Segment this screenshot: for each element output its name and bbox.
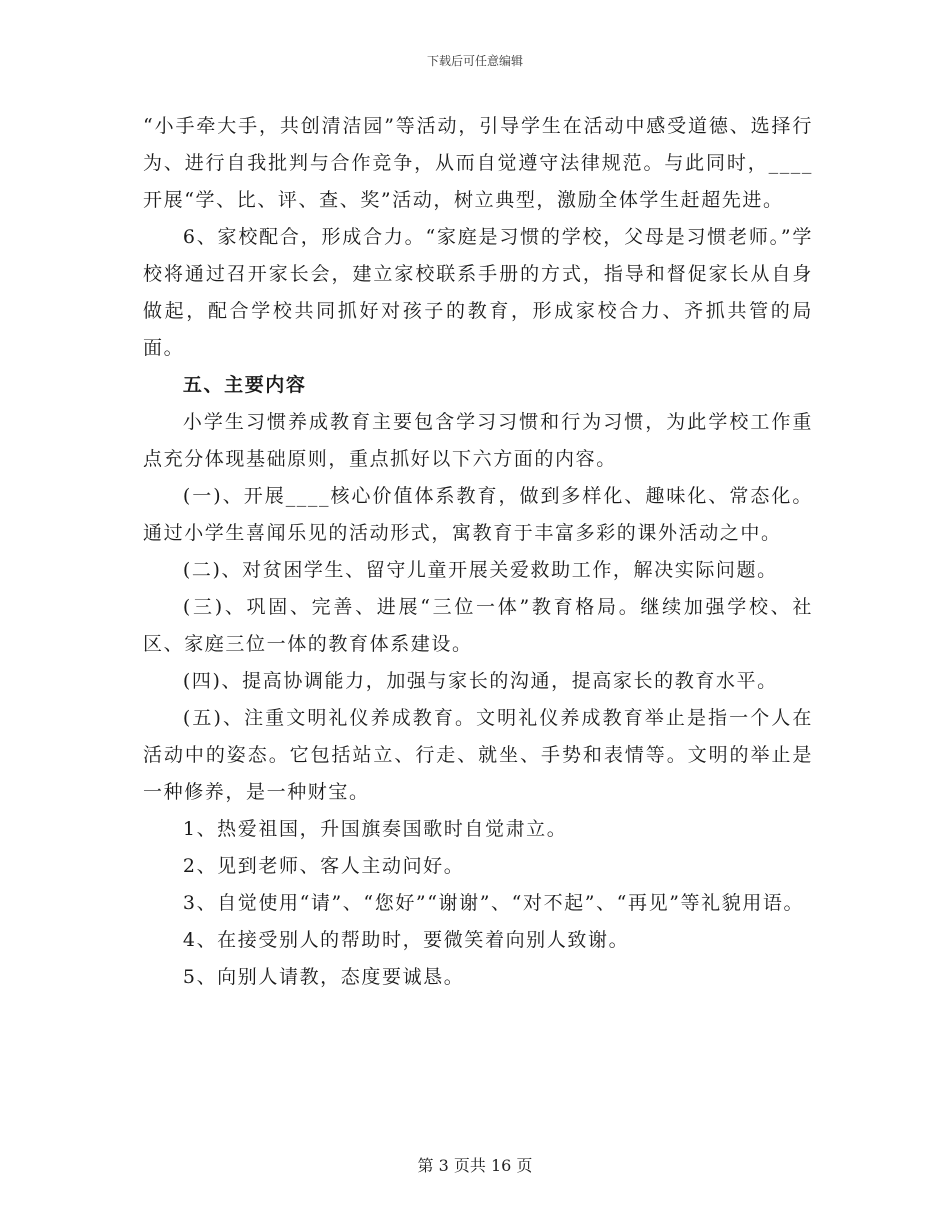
paragraph-intro: 小学生习惯养成教育主要包含学习习惯和行为习惯，为此学校工作重点充分体现基础原则，重点抓好以下六方面的内容。 <box>143 411 813 470</box>
list-item-4: 4、在接受别人的帮助时，要微笑着向别人致谢。 <box>182 929 630 951</box>
section-heading: 五、主要内容 <box>182 374 307 396</box>
paragraph-item-2: (二)、对贫困学生、留守儿童开展关爱救助工作，解决实际问题。 <box>182 559 778 581</box>
list-item-1: 1、热爱祖国，升国旗奏国歌时自觉肃立。 <box>182 818 568 840</box>
paragraph-activities: “小手牵大手，共创清洁园”等活动，引导学生在活动中感受道德、选择行为、进行自我批判与合作竞争，从而自觉遵守法律规范。与此同时，____开展“学、比、评、查、奖”活动，树立典型，激励全体学生赶超先进。 <box>143 115 813 211</box>
paragraph-item-1: (一)、开展____核心价值体系教育，做到多样化、趣味化、常态化。通过小学生喜闻乐见的活动形式，寓教育于丰富多彩的课外活动之中。 <box>143 485 813 544</box>
page-footer: 第 3 页共 16 页 <box>417 1156 533 1175</box>
page-header: 下载后可任意编辑 <box>426 54 523 68</box>
paragraph-item-5: (五)、注重文明礼仪养成教育。文明礼仪养成教育举止是指一个人在活动中的姿态。它包括站立、行走、就坐、手势和表情等。文明的举止是一种修养，是一种财宝。 <box>143 707 813 803</box>
paragraph-home-school: 6、家校配合，形成合力。“家庭是习惯的学校，父母是习惯老师。”学校将通过召开家长会，建立家校联系手册的方式，指导和督促家长从自身做起，配合学校共同抓好对孩子的教育，形成家校合力、齐抓共管的局面。 <box>143 226 813 359</box>
paragraph-item-3: (三)、巩固、完善、进展“三位一体”教育格局。继续加强学校、社区、家庭三位一体的教育体系建设。 <box>143 596 813 655</box>
list-item-2: 2、见到老师、客人主动问好。 <box>182 855 465 877</box>
list-item-5: 5、向别人请教，态度要诚恳。 <box>182 966 465 988</box>
paragraph-item-4: (四)、提高协调能力，加强与家长的沟通，提高家长的教育水平。 <box>182 670 778 692</box>
document-body <box>143 108 813 996</box>
list-item-3: 3、自觉使用“请”、“您好”“谢谢”、“对不起”、“再见”等礼貌用语。 <box>182 892 805 914</box>
